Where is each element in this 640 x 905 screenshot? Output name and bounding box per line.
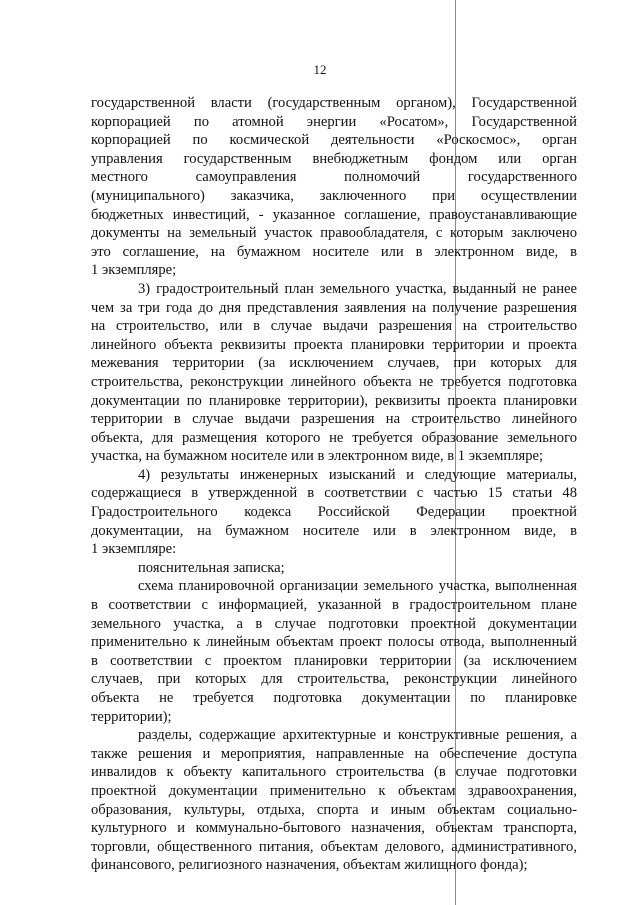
text-line: инвалидов к объекту капитального строительства (в случае подготовки — [91, 764, 577, 781]
text-line: торговли, общественного питания, объектам делового, административного, — [91, 838, 577, 855]
text-line: объекта не требуется подготовка документации по планировке — [91, 690, 577, 706]
text-line: (муниципального) заказчика, заключенного при осуществлении — [91, 187, 577, 204]
text-line: 1 экземпляре; — [91, 262, 177, 279]
text-line: участка, на бумажном носителе или в электронном виде, в 1 экземпляре; — [91, 448, 544, 465]
text-line: корпорацией по космической деятельности «Роскосмос», орган — [91, 132, 577, 149]
text-line: также решения и мероприятия, направленные на обеспечение доступа — [91, 745, 577, 762]
text-line: случаев, при которых для строительства, реконструкции линейного — [91, 671, 577, 688]
text-line: земельного участка, а в случае подготовки проектной документации — [91, 615, 577, 632]
text-line: территории); — [91, 708, 172, 725]
text-line: межевания территории (за исключением случаев, при которых для — [91, 355, 577, 372]
text-line: 3) градостроительный план земельного участка, выданный не ранее — [138, 280, 577, 297]
text-line: Градостроительного кодекса Российской Федерации проектной — [91, 504, 577, 521]
text-line: чем за три года до дня представления заявления на получение разрешения — [91, 299, 577, 316]
text-line: документации по планировке территории), реквизиты проекта планировки — [91, 392, 577, 409]
text-line: корпорацией по атомной энергии «Росатом», Государственной — [91, 113, 577, 130]
text-line: разделы, содержащие архитектурные и конструктивные решения, а — [138, 727, 577, 744]
page-number: 12 — [313, 62, 327, 77]
text-line: в соответствии с информацией, указанной в градостроительном плане — [91, 597, 577, 614]
text-line: строительства, реконструкции линейного объекта не требуется подготовка — [91, 373, 577, 390]
text-line: содержащиеся в утвержденной в соответствии с частью 15 статьи 48 — [91, 485, 577, 502]
text-line: управления государственным внебюджетным фондом или орган — [91, 150, 577, 167]
text-line: на строительство, или в случае выдачи разрешения на строительство — [91, 318, 577, 335]
text-line: местного самоуправления полномочий государственного — [91, 169, 577, 186]
text-line: пояснительная записка; — [138, 559, 285, 576]
text-line: в соответствии с проектом планировки территории (за исключением — [91, 652, 577, 669]
text-line: 1 экземпляре: — [91, 541, 177, 558]
text-line: объекта, для размещения которого не требуется образование земельного — [91, 429, 577, 446]
text-line: финансового, религиозного назначения, объектам жилищного фонда); — [91, 857, 528, 874]
text-line: 4) результаты инженерных изысканий и следующие материалы, — [138, 466, 577, 483]
text-line: государственной власти (государственным органом), Государственной — [91, 95, 577, 111]
text-line: документы на земельный участок правообладателя, с которым заключено — [91, 225, 577, 242]
text-line: образования, культуры, отдыха, спорта и иным объектам социально- — [91, 801, 577, 818]
text-line: документации, на бумажном носителе или в электронном виде, в — [91, 522, 577, 539]
text-line: схема планировочной организации земельного участка, выполненная — [138, 578, 577, 595]
text-line: территории в случае выдачи разрешения на строительство линейного — [91, 411, 577, 428]
text-line: бюджетных инвестиций, - указанное соглашение, правоустанавливающие — [91, 206, 577, 223]
document-body — [91, 94, 577, 875]
text-line: линейного объекта реквизиты проекта планировки территории и проекта — [91, 336, 577, 353]
text-line: проектной документации применительно к объектам здравоохранения, — [91, 782, 577, 799]
text-line: культурного и коммунально-бытового назначения, объектам транспорта, — [91, 820, 577, 837]
text-line: применительно к линейным объектам проект полосы отвода, выполненный — [91, 634, 577, 651]
text-line: это соглашение, на бумажном носителе или в электронном виде, в — [91, 243, 577, 260]
